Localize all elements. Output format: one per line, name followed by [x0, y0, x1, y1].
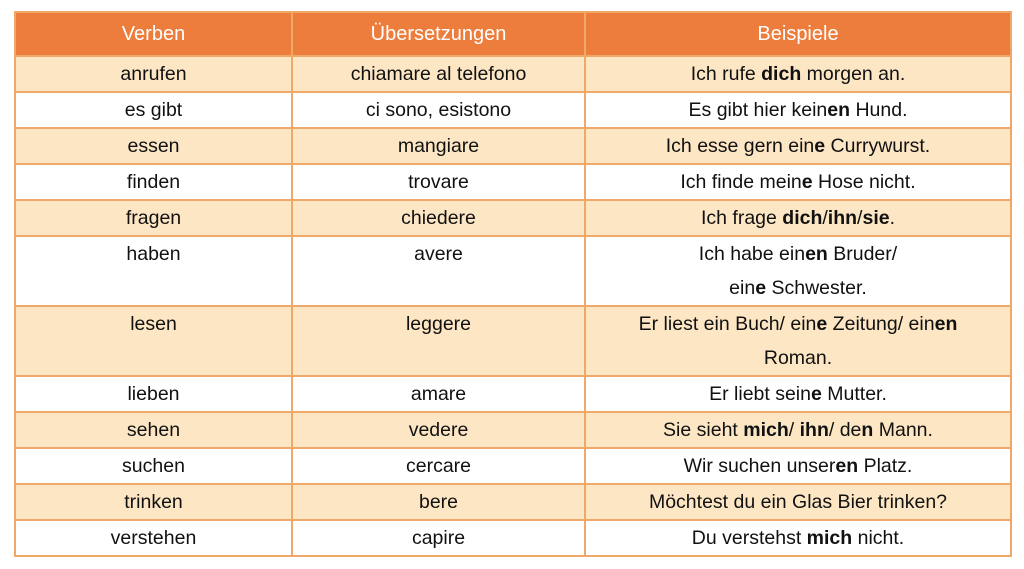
example-line: [592, 271, 1004, 305]
example-emphasis: dich: [782, 207, 823, 229]
translation-cell: cercare: [292, 448, 585, 484]
example-text: Ich frage: [700, 207, 783, 229]
example-text: Mann.: [873, 419, 933, 441]
example-text: Wir suchen unser: [683, 455, 836, 477]
example-line: [592, 341, 1004, 375]
example-text: Möchtest du ein Glas Bier trinken?: [648, 491, 948, 513]
example-text: Mutter.: [821, 383, 887, 405]
table-row: [15, 376, 1011, 412]
translation-cell: chiamare al telefono: [292, 56, 585, 92]
example-cell: [585, 306, 1011, 376]
example-text: Roman.: [763, 347, 833, 369]
verb-cell: essen: [15, 128, 292, 164]
example-cell: [585, 376, 1011, 412]
example-emphasis: mich: [743, 419, 789, 441]
example-line: [592, 129, 1004, 163]
example-text: Ich esse gern ein: [665, 135, 815, 157]
example-emphasis: e: [755, 277, 767, 299]
example-line: [592, 165, 1004, 199]
verb-cell: verstehen: [15, 520, 292, 556]
example-text: /: [857, 207, 863, 229]
translation-cell: bere: [292, 484, 585, 520]
table-row: [15, 448, 1011, 484]
example-emphasis: en: [934, 313, 958, 335]
translation-cell: leggere: [292, 306, 585, 376]
table-row: [15, 56, 1011, 92]
table-row: [15, 236, 1011, 306]
translation-cell: capire: [292, 520, 585, 556]
verb-cell: trinken: [15, 484, 292, 520]
example-text: Ich rufe: [690, 63, 762, 85]
example-cell: [585, 520, 1011, 556]
example-line: [592, 57, 1004, 91]
example-text: nicht.: [852, 527, 905, 549]
example-cell: [585, 412, 1011, 448]
table-row: [15, 92, 1011, 128]
example-text: Er liebt sein: [709, 383, 811, 405]
table-row: [15, 484, 1011, 520]
example-emphasis: dich: [761, 63, 802, 85]
verb-table-container: [14, 11, 1010, 557]
example-cell: [585, 484, 1011, 520]
example-line: [592, 201, 1004, 235]
example-emphasis: mich: [806, 527, 853, 549]
example-text: /: [822, 207, 828, 229]
header-translations: Übersetzungen: [292, 12, 585, 56]
verb-cell: sehen: [15, 412, 292, 448]
example-line: [592, 307, 1004, 341]
example-emphasis: en: [827, 99, 851, 121]
example-emphasis: n: [861, 419, 874, 441]
table-row: [15, 200, 1011, 236]
example-text: Currywurst.: [825, 135, 931, 157]
example-text: / de: [828, 419, 862, 441]
example-emphasis: e: [811, 383, 822, 405]
example-text: morgen an.: [801, 63, 906, 85]
example-line: [592, 521, 1004, 555]
example-text: Du verstehst: [691, 527, 807, 549]
verb-cell: fragen: [15, 200, 292, 236]
example-emphasis: ihn: [799, 419, 829, 441]
example-line: [592, 93, 1004, 127]
example-text: Es gibt hier kein: [688, 99, 828, 121]
verb-cell: es gibt: [15, 92, 292, 128]
example-emphasis: e: [801, 171, 813, 193]
example-cell: [585, 236, 1011, 306]
translation-cell: vedere: [292, 412, 585, 448]
translation-cell: amare: [292, 376, 585, 412]
example-line: [592, 449, 1004, 483]
translation-cell: chiedere: [292, 200, 585, 236]
header-examples: Beispiele: [585, 12, 1011, 56]
example-cell: [585, 128, 1011, 164]
example-text: Er liest ein Buch/ ein: [638, 313, 817, 335]
translation-cell: avere: [292, 236, 585, 306]
example-text: Ich finde mein: [680, 171, 802, 193]
example-text: Sie sieht: [663, 419, 744, 441]
example-emphasis: sie: [862, 207, 890, 229]
example-text: Platz.: [858, 455, 913, 477]
translation-cell: trovare: [292, 164, 585, 200]
header-verbs: Verben: [15, 12, 292, 56]
example-emphasis: e: [816, 313, 828, 335]
example-emphasis: en: [805, 243, 828, 265]
table-row: [15, 306, 1011, 376]
verb-cell: lesen: [15, 306, 292, 376]
table-row: [15, 164, 1011, 200]
verb-cell: anrufen: [15, 56, 292, 92]
example-line: [592, 485, 1004, 519]
verb-cell: finden: [15, 164, 292, 200]
table-row: [15, 520, 1011, 556]
header-row: [15, 12, 1011, 56]
table-row: [15, 412, 1011, 448]
example-emphasis: e: [814, 135, 826, 157]
example-emphasis: en: [835, 455, 859, 477]
example-text: Schwester.: [766, 277, 867, 299]
example-text: .: [889, 207, 895, 229]
example-emphasis: ihn: [827, 207, 858, 229]
example-line: [592, 377, 1004, 411]
example-text: Hose nicht.: [812, 171, 916, 193]
verb-table: [14, 11, 1012, 557]
example-text: Zeitung/ ein: [827, 313, 935, 335]
translation-cell: mangiare: [292, 128, 585, 164]
example-cell: [585, 164, 1011, 200]
example-text: Ich habe ein: [698, 243, 806, 265]
example-text: Bruder/: [827, 243, 898, 265]
table-body: [15, 56, 1011, 556]
example-line: [592, 237, 1004, 271]
example-text: ein: [729, 277, 756, 299]
example-cell: [585, 200, 1011, 236]
example-line: [592, 413, 1004, 447]
example-text: Hund.: [850, 99, 908, 121]
example-cell: [585, 448, 1011, 484]
table-row: [15, 128, 1011, 164]
verb-cell: haben: [15, 236, 292, 306]
example-cell: [585, 92, 1011, 128]
example-text: /: [788, 419, 800, 441]
translation-cell: ci sono, esistono: [292, 92, 585, 128]
verb-cell: suchen: [15, 448, 292, 484]
verb-cell: lieben: [15, 376, 292, 412]
example-cell: [585, 56, 1011, 92]
